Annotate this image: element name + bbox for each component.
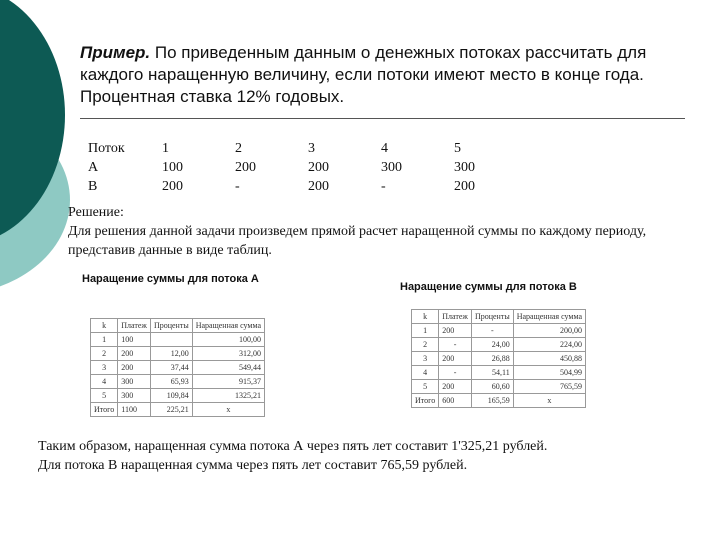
table-b-caption: Наращение суммы для потока В <box>400 281 577 293</box>
conclusion-line-b: Для потока В наращенная сумма через пять лет составит 765,59 рублей. <box>38 458 468 473</box>
table-cell: 224,00 <box>513 338 585 352</box>
solution-text: Для решения данной задачи произведем прямой расчет наращенной суммы по каждому периоду, представив данные в виде таблиц. <box>68 224 647 258</box>
table-cell: 200 <box>118 347 151 361</box>
flow-cell: Поток <box>88 141 125 156</box>
table-header-cell: Платеж <box>439 310 472 324</box>
flow-cell: 4 <box>381 141 388 156</box>
flow-cell: 200 <box>308 179 329 194</box>
table-row <box>412 366 586 380</box>
table-cell: 26,88 <box>471 352 513 366</box>
flow-row-a <box>88 158 527 177</box>
table-cell: 312,00 <box>192 347 264 361</box>
flow-cell: 3 <box>308 141 315 156</box>
flow-cell: 100 <box>162 160 183 175</box>
flow-cell: В <box>88 179 98 194</box>
table-cell: Итого <box>91 403 118 417</box>
table-row <box>412 352 586 366</box>
table-cell: 1325,21 <box>192 389 264 403</box>
table-b <box>411 309 586 408</box>
table-b-header-row <box>412 310 586 324</box>
flow-cell: 200 <box>235 160 256 175</box>
table-header-cell: k <box>91 319 118 333</box>
table-cell: 165,59 <box>471 394 513 408</box>
flow-cell: 300 <box>454 160 475 175</box>
example-heading <box>80 42 690 108</box>
table-cell: 200 <box>439 352 472 366</box>
table-header-cell: Наращенная сумма <box>192 319 264 333</box>
table-row <box>412 324 586 338</box>
table-cell: 24,00 <box>471 338 513 352</box>
table-cell: 5 <box>91 389 118 403</box>
solution-title: Решение: <box>68 205 124 220</box>
table-a-header-row <box>91 319 265 333</box>
table-cell: 300 <box>118 375 151 389</box>
table-header-cell: Проценты <box>471 310 513 324</box>
table-row <box>412 380 586 394</box>
table-cell: 300 <box>118 389 151 403</box>
table-cell: 37,44 <box>150 361 192 375</box>
table-cell: 200 <box>118 361 151 375</box>
table-row <box>91 361 265 375</box>
flow-cell: 2 <box>235 141 242 156</box>
flow-row-header <box>88 139 527 158</box>
table-cell: - <box>471 324 513 338</box>
table-row <box>91 333 265 347</box>
table-cell: 2 <box>412 338 439 352</box>
conclusion-block <box>38 437 718 475</box>
table-a <box>90 318 265 417</box>
cash-flow-table <box>88 139 527 196</box>
table-cell: 200 <box>439 324 472 338</box>
table-cell: - <box>439 338 472 352</box>
table-cell <box>150 333 192 347</box>
table-cell: - <box>439 366 472 380</box>
flow-cell: 300 <box>381 160 402 175</box>
flow-cell: - <box>381 179 386 194</box>
table-row <box>91 389 265 403</box>
table-cell: 3 <box>412 352 439 366</box>
table-cell: Итого <box>412 394 439 408</box>
table-cell: 1 <box>412 324 439 338</box>
table-a-caption: Наращение суммы для потока А <box>82 273 259 285</box>
table-cell: 12,00 <box>150 347 192 361</box>
flow-row-b <box>88 177 527 196</box>
flow-cell: - <box>235 179 240 194</box>
table-cell: 915,37 <box>192 375 264 389</box>
table-cell: 1100 <box>118 403 151 417</box>
table-cell: 200,00 <box>513 324 585 338</box>
table-total-row <box>91 403 265 417</box>
table-cell: 4 <box>91 375 118 389</box>
example-text: По приведенным данным о денежных потоках рассчитать для каждого наращенную величину, если потоки имеют место в конце года. Процентная ставка 12% годовых. <box>80 43 647 106</box>
table-cell: 4 <box>412 366 439 380</box>
table-cell: 100,00 <box>192 333 264 347</box>
flow-cell: 5 <box>454 141 461 156</box>
table-cell: 1 <box>91 333 118 347</box>
table-cell: 3 <box>91 361 118 375</box>
table-cell: 450,88 <box>513 352 585 366</box>
conclusion-line-a: Таким образом, наращенная сумма потока А через пять лет составит 1'325,21 рублей. <box>38 439 548 454</box>
table-cell: 200 <box>439 380 472 394</box>
table-cell: 65,93 <box>150 375 192 389</box>
table-cell: 225,21 <box>150 403 192 417</box>
table-cell: 504,99 <box>513 366 585 380</box>
table-cell: 60,60 <box>471 380 513 394</box>
table-header-cell: Наращенная сумма <box>513 310 585 324</box>
horizontal-divider <box>80 118 685 119</box>
table-header-cell: k <box>412 310 439 324</box>
table-cell: 54,11 <box>471 366 513 380</box>
table-row <box>412 338 586 352</box>
table-cell: 765,59 <box>513 380 585 394</box>
flow-cell: А <box>88 160 99 175</box>
table-row <box>91 347 265 361</box>
table-cell: 100 <box>118 333 151 347</box>
table-total-row <box>412 394 586 408</box>
table-cell: 549,44 <box>192 361 264 375</box>
flow-cell: 1 <box>162 141 169 156</box>
table-cell: x <box>513 394 585 408</box>
table-row <box>91 375 265 389</box>
table-cell: 2 <box>91 347 118 361</box>
solution-block <box>68 203 708 260</box>
table-cell: 109,84 <box>150 389 192 403</box>
table-header-cell: Платеж <box>118 319 151 333</box>
table-header-cell: Проценты <box>150 319 192 333</box>
table-cell: 5 <box>412 380 439 394</box>
flow-cell: 200 <box>308 160 329 175</box>
flow-cell: 200 <box>454 179 475 194</box>
flow-cell: 200 <box>162 179 183 194</box>
table-cell: x <box>192 403 264 417</box>
example-label: Пример. <box>80 43 151 62</box>
table-cell: 600 <box>439 394 472 408</box>
